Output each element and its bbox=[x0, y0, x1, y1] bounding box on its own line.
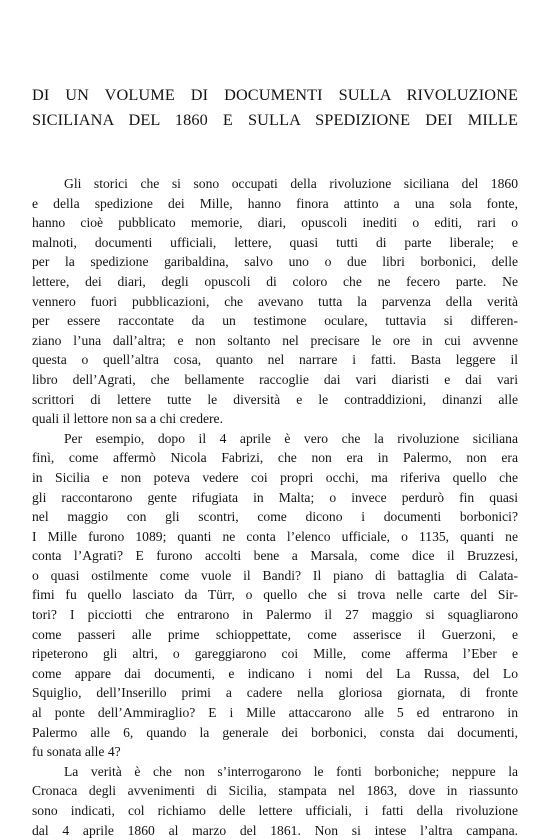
text-line: libro dell’Agrati, che bellamente raccoglie dai vari diaristi e dai vari bbox=[32, 371, 518, 387]
text-line: per la spedizione garibaldina, salvo uno o due libri borbonici, delle bbox=[32, 254, 518, 270]
text-line: hanno cioè pubblicato memorie, diari, opuscoli inediti o editi, rari o bbox=[32, 215, 518, 231]
text-line: malnoti, documenti ufficiali, lettere, quasi tutti di parte liberale; e bbox=[32, 234, 518, 250]
title-line-1: DI UN VOLUME DI DOCUMENTI SULLA RIVOLUZIONE bbox=[32, 85, 518, 104]
text-line: come appare dai documenti, e indicano i nomi del La Russa, del Lo bbox=[32, 665, 518, 681]
text-line: fimi fu quello lasciato da Türr, o quello che si trova nelle carte del Sir- bbox=[32, 587, 518, 603]
body-text bbox=[32, 174, 518, 840]
text-line: ripeterono gli altri, o gareggiarono coi Mille, come afferma l’Eber e bbox=[32, 646, 518, 662]
text-line: scrittori di lettere tutte le diversità e le contraddizioni, dinanzi alle bbox=[32, 391, 518, 407]
text-line: Cronaca degli avvenimenti di Sicilia, stampata nel 1863, dove in riassunto bbox=[32, 783, 518, 799]
text-line: per essere raccontate da un testimone oculare, tuttavia si differen- bbox=[32, 313, 518, 329]
text-line: Gli storici che si sono occupati della rivoluzione siciliana del 1860 bbox=[64, 176, 518, 191]
title-line-2: SICILIANA DEL 1860 E SULLA SPEDIZIONE DEI MILLE bbox=[32, 109, 518, 129]
text-line: in Sicilia e non poteva vedere coi propri occhi, ma riferiva quello che bbox=[32, 469, 518, 485]
text-line: sono indicati, col richiamo delle lettere ufficiali, i fatti della rivoluzione bbox=[32, 803, 518, 818]
text-line: Per esempio, dopo il 4 aprile è vero che la rivoluzione siciliana bbox=[64, 430, 518, 446]
text-line: gli raccontarono gente rifugiata in Malta; o invece perdurò fin quasi bbox=[32, 489, 518, 505]
text-line: lettere, dei diari, degli opuscoli di coloro che ne fecero parte. Ne bbox=[32, 273, 518, 289]
text-line: Squiglio, dell’Inserillo primi a cadere nella gloriosa giornata, di fronte bbox=[32, 685, 518, 701]
text-line: questa o quell’altra cosa, quanto nel narrare i fatti. Basta leggere il bbox=[32, 352, 518, 368]
text-line: al ponte dell’Ammiraglio? E i Mille attaccarono alle 5 ed entrarono in bbox=[32, 705, 518, 721]
text-line: vennero fuori pubblicazioni, che avevano tutta la parvenza della verità bbox=[32, 293, 518, 309]
text-line: La verità è che non s’interrogarono le fonti borboniche; neppure la bbox=[64, 763, 518, 779]
text-line: ziano l’una dall’altra; e non soltanto nel precisare le ore in cui avvenne bbox=[32, 332, 518, 348]
text-line: nel maggio con gli scontri, come dicono i documenti borbonici? bbox=[32, 509, 518, 525]
page-title bbox=[32, 83, 518, 132]
text-line: come passeri alle prime schioppettate, come asserisce il Guerzoni, e bbox=[32, 626, 518, 642]
text-line: tori? I picciotti che entrarono in Palermo il 27 maggio si squagliarono bbox=[32, 607, 518, 623]
text-line: conta l’Agrati? E furono accolti bene a Marsala, come dice il Bruzzesi, bbox=[32, 548, 518, 564]
text-line: e della spedizione dei Mille, hanno finora attinto a una sola fonte, bbox=[32, 195, 518, 211]
text-line: Palermo alle 6, quando la generale dei borbonici, consta dai documenti, bbox=[32, 724, 518, 740]
text-line: o quasi ostilmente come vuole il Bandi? Il piano di battaglia di Calata- bbox=[32, 567, 518, 583]
text-line: I Mille furono 1089; quanti ne conta l’elenco ufficiale, o 1135, quanti ne bbox=[32, 528, 518, 544]
text-line: finì, come affermò Nicola Fabrizi, che non era in Palermo, non era bbox=[32, 450, 518, 466]
text-line: fu sonata alle 4? bbox=[32, 744, 121, 760]
text-line: quali il lettore non sa a chi credere. bbox=[32, 411, 223, 427]
text-line: dal 4 aprile 1860 al marzo del 1861. Non si intese l’altra campana. bbox=[32, 822, 518, 838]
